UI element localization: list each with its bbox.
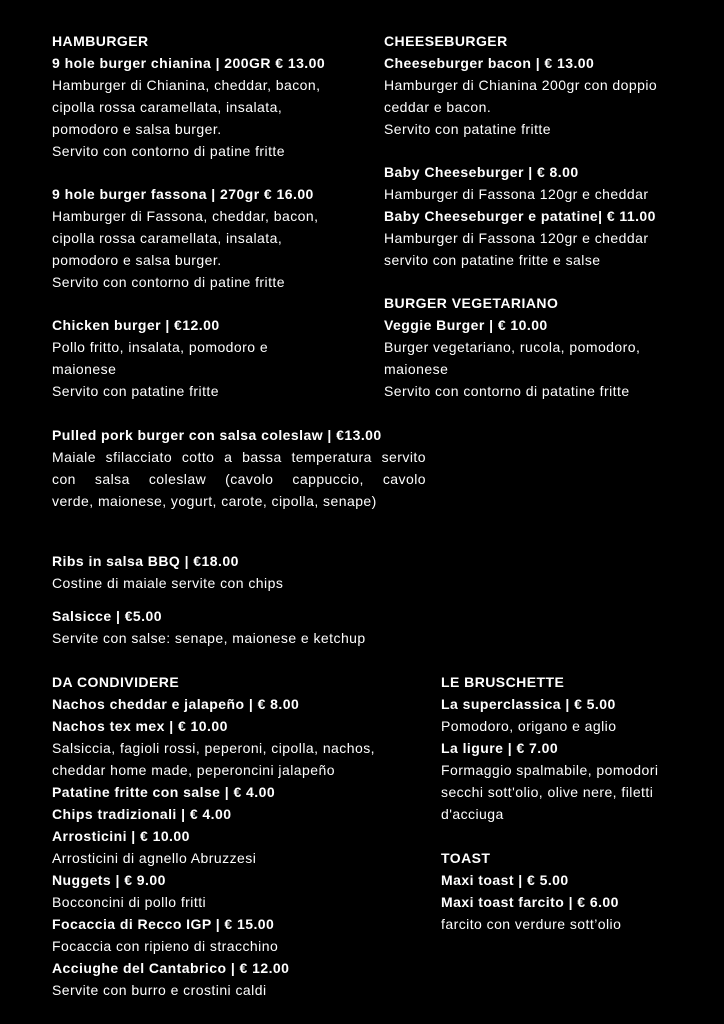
item-title-chicken: Chicken burger | €12.00 xyxy=(52,317,220,333)
item-desc-line: Servite con salse: senape, maionese e ketchup xyxy=(52,630,366,646)
item-desc-line: Hamburger di Chianina 200gr con doppio xyxy=(384,77,658,93)
menu-item-chicken xyxy=(52,314,268,402)
section-heading-vegetariano: BURGER VEGETARIANO xyxy=(384,295,559,311)
item-desc-line: Servito con patatine fritte xyxy=(52,383,220,399)
item-desc-line: verde, maionese, yogurt, carote, cipolla, senape) xyxy=(52,493,377,509)
toast-section xyxy=(441,847,621,935)
item-desc-line: Pollo fritto, insalata, pomodoro e xyxy=(52,339,269,355)
item-desc-line: Servito con patatine fritte xyxy=(384,121,552,137)
item-desc-line: cheddar home made, peperoncini jalapeño xyxy=(52,762,335,778)
menu-item-fassona xyxy=(52,183,318,293)
item-title-veggie: Veggie Burger | € 10.00 xyxy=(384,317,548,333)
section-heading-toast: TOAST xyxy=(441,850,491,866)
item-desc-line: Pomodoro, origano e aglio xyxy=(441,718,617,734)
share-section xyxy=(52,671,375,1001)
item-desc-line: Hamburger di Fassona, cheddar, bacon, xyxy=(52,208,319,224)
bruschette-section xyxy=(441,671,658,825)
section-heading-condividere: DA CONDIVIDERE xyxy=(52,674,180,690)
item-title-nachos-tex-mex: Nachos tex mex | € 10.00 xyxy=(52,718,228,734)
item-title-salsicce: Salsicce | €5.00 xyxy=(52,608,162,624)
item-title-maxi-toast-farcito: Maxi toast farcito | € 6.00 xyxy=(441,894,619,910)
item-title-baby-cheeseburger: Baby Cheeseburger | € 8.00 xyxy=(384,164,579,180)
section-heading-cheeseburger: CHEESEBURGER xyxy=(384,33,508,49)
item-desc-line: Servito con contorno di patine fritte xyxy=(52,274,285,290)
item-desc-line: ceddar e bacon. xyxy=(384,99,492,115)
item-title-nachos-cheddar: Nachos cheddar e jalapeño | € 8.00 xyxy=(52,696,300,712)
item-desc-line: Arrosticini di agnello Abruzzesi xyxy=(52,850,257,866)
item-title-arrosticini: Arrosticini | € 10.00 xyxy=(52,828,190,844)
item-title-superclassica: La superclassica | € 5.00 xyxy=(441,696,616,712)
item-desc-line: pomodoro e salsa burger. xyxy=(52,252,222,268)
item-desc-line: con salsa coleslaw (cavolo cappuccio, cavolo xyxy=(52,471,426,487)
item-desc-line: cipolla rossa caramellata, insalata, xyxy=(52,230,283,246)
item-title-ribs: Ribs in salsa BBQ | €18.00 xyxy=(52,553,239,569)
item-desc-line: cipolla rossa caramellata, insalata, xyxy=(52,99,283,115)
item-desc-line: Focaccia con ripieno di stracchino xyxy=(52,938,279,954)
item-desc-line: pomodoro e salsa burger. xyxy=(52,121,222,137)
item-desc-line: farcito con verdure sott’olio xyxy=(441,916,622,932)
section-heading-hamburger: HAMBURGER xyxy=(52,33,149,49)
item-title-patatine: Patatine fritte con salse | € 4.00 xyxy=(52,784,276,800)
item-desc-line: d'acciuga xyxy=(441,806,504,822)
item-title-fassona: 9 hole burger fassona | 270gr € 16.00 xyxy=(52,186,314,202)
item-title-acciughe: Acciughe del Cantabrico | € 12.00 xyxy=(52,960,290,976)
item-desc-line: Formaggio spalmabile, pomodori xyxy=(441,762,659,778)
menu-item-baby-cheeseburger xyxy=(384,161,656,271)
item-desc-line: servito con patatine fritte e salse xyxy=(384,252,601,268)
item-desc-line: Hamburger di Fassona 120gr e cheddar xyxy=(384,230,649,246)
item-title-baby-cheeseburger-fries: Baby Cheeseburger e patatine| € 11.00 xyxy=(384,208,656,224)
item-title-nuggets: Nuggets | € 9.00 xyxy=(52,872,166,888)
item-title-focaccia: Focaccia di Recco IGP | € 15.00 xyxy=(52,916,275,932)
item-title-chianina: 9 hole burger chianina | 200GR € 13.00 xyxy=(52,55,326,71)
item-desc-line: maionese xyxy=(384,361,449,377)
item-title-cheeseburger-bacon: Cheeseburger bacon | € 13.00 xyxy=(384,55,595,71)
item-desc-line: Bocconcini di pollo fritti xyxy=(52,894,207,910)
item-title-chips: Chips tradizionali | € 4.00 xyxy=(52,806,232,822)
item-desc-line: Servito con contorno di patine fritte xyxy=(52,143,285,159)
menu-item-ribs xyxy=(52,550,283,594)
item-title-ligure: La ligure | € 7.00 xyxy=(441,740,559,756)
menu-item-pulled-pork xyxy=(52,424,426,512)
item-desc-line: Hamburger di Chianina, cheddar, bacon, xyxy=(52,77,321,93)
menu-item-salsicce xyxy=(52,605,366,649)
item-desc-line: Costine di maiale servite con chips xyxy=(52,575,284,591)
item-desc-line: maionese xyxy=(52,361,117,377)
item-title-maxi-toast: Maxi toast | € 5.00 xyxy=(441,872,569,888)
item-desc-line: Maiale sfilacciato cotto a bassa temperatura servito xyxy=(52,449,426,465)
item-desc-line: Servito con contorno di patatine fritte xyxy=(384,383,630,399)
hamburger-section xyxy=(52,30,325,162)
section-heading-bruschette: LE BRUSCHETTE xyxy=(441,674,565,690)
item-desc-line: secchi sott'olio, olive nere, filetti xyxy=(441,784,654,800)
item-title-pulled-pork: Pulled pork burger con salsa coleslaw | €13.00 xyxy=(52,427,382,443)
item-desc-line: Servite con burro e crostini caldi xyxy=(52,982,267,998)
item-desc-line: Salsiccia, fagioli rossi, peperoni, cipolla, nachos, xyxy=(52,740,375,756)
cheeseburger-section xyxy=(384,30,657,140)
item-desc-line: Hamburger di Fassona 120gr e cheddar xyxy=(384,186,649,202)
item-desc-line: Burger vegetariano, rucola, pomodoro, xyxy=(384,339,641,355)
veg-section xyxy=(384,292,640,402)
